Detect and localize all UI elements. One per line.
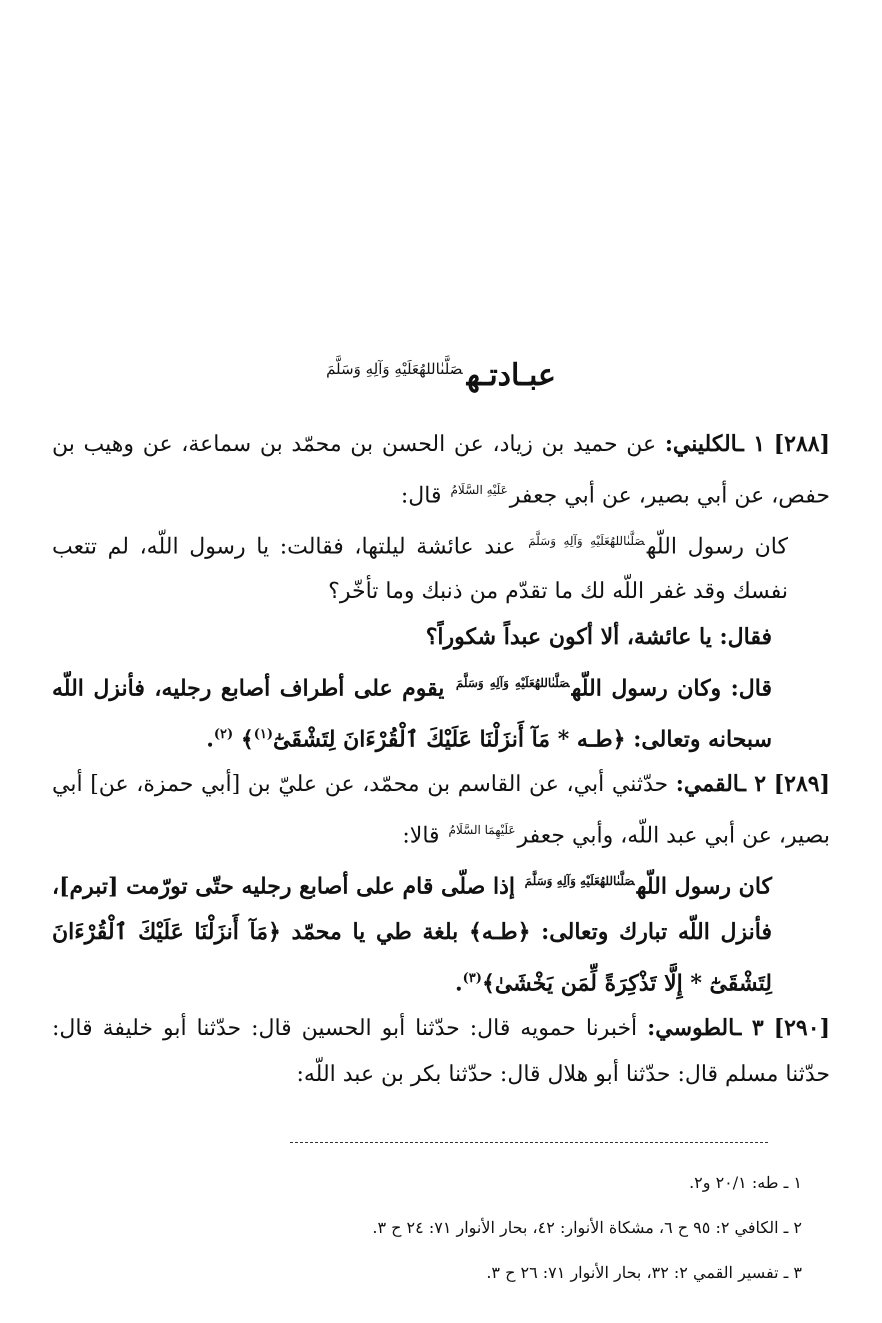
narration-text: كان رسول اللّه [646,533,788,559]
footnote-ref: (١) [253,726,274,742]
entry-chain: حدّثني أبي، عن القاسم بن محمّد، عن عليّ بن [أبي حمزة، عن] أبي بصير، عن أبي عبد اللّه، وأبي جعفر [52,772,830,849]
footnote-item: ١ ـ طه: ٢٠/١ و٢. [689,1173,802,1192]
entry-source: الطوسي: [647,1015,735,1042]
entry-source: القمي: [675,771,740,798]
entry-288-chain [52,422,830,519]
heading-honorific: صَلَّىٰاللهُعَلَيْهِ وَآلِهِ وَسَلَّمَ [326,360,463,378]
quran-bracket: ﴾ [240,725,254,752]
narration-text: إذا صلّى قام على أصابع رجليه حتّى تورّمت [تبرم]، فأنزل اللّه تبارك وتعالى: ﴿طـه﴾ بلغة طي يا محمّد ﴿مَآ أَنزَلْنَا عَلَيْكَ ٱلْقُرْءَانَ لِتَشْقَىٰٓ * إِلَّا تَذْكِرَةً لِّمَن يَخْشَىٰ﴾ [52,873,772,996]
entry-290-chain [52,1006,830,1097]
narration-text: كان رسول اللّه [636,873,773,900]
section-heading [0,358,882,393]
punctuation: . [206,725,214,752]
footnote-item: ٢ ـ الكافي ٢: ٩٥ ح ٦، مشكاة الأنوار: ٤٢، بحار الأنوار ٧١: ٢٤ ح ٣. [372,1218,802,1237]
entry-number: [٢٨٩] [773,771,830,798]
entry-number: [٢٩٠] [773,1015,830,1042]
entry-index: ٢ ـ [739,771,767,798]
footnotes [102,1170,802,1305]
narration-text: يقوم على أطراف أصابع رجليه، فأنزل اللّه سبحانه وتعالى: [52,674,772,752]
entry-index: ٣ ـ [734,1015,764,1042]
footnote-ref: (٣) [462,970,482,986]
heading-title: عبـادتـه [466,358,556,393]
entry-chain-end: قالا: [402,823,440,849]
quran-verse: ﴿طـه * مَآ أَنزَلْنَا عَلَيْكَ ٱلْقُرْءَانَ لِتَشْقَىٰٓ [273,725,626,752]
entry-288-reply [52,615,830,661]
main-text [52,422,830,1098]
punctuation: . [454,969,463,996]
footnote-divider [290,1142,768,1143]
footnote-item: ٣ ـ تفسير القمي ٢: ٣٢، بحار الأنوار ٧١: ٢٦ ح ٣. [486,1263,802,1282]
entry-chain: عن حميد بن زياد، عن الحسن بن محمّد بن سماعة، عن وهيب بن حفص، عن أبي بصير، عن أبي جعفر [52,432,830,508]
entry-289-chain [52,762,830,859]
entry-289-narration [52,859,830,1006]
entry-index: ١ ـ [737,431,766,457]
entry-288-narration [52,519,830,616]
footnote-ref: (٢) [213,726,234,742]
narration-text: فقال: يا عائشة، ألا أكون عبداً شكوراً؟ [425,624,772,651]
honorific-mark: صَلَّىٰاللهُعَلَيْهِ وَآلِهِ وَسَلَّمَ [455,675,570,690]
entry-chain-end: قال: [400,482,442,508]
entry-number: [٢٨٨] [773,431,830,457]
honorific-mark: صَلَّىٰاللهُعَلَيْهِ وَآلِهِ وَسَلَّمَ [524,873,635,888]
honorific-mark: عَلَيْهِ السَّلَامُ [450,482,508,497]
honorific-mark: عَلَيْهِمَا السَّلَامُ [448,823,516,838]
narration-text: قال: وكان رسول اللّه [571,674,772,701]
honorific-mark: صَلَّىٰاللهُعَلَيْهِ وَآلِهِ وَسَلَّمَ [528,533,645,548]
narration-text: عند عائشة ليلتها، فقالت: يا رسول اللّه، لم تتعب نفسك وقد غفر اللّه لك ما تقدّم من ذنبك وما تأخّر؟ [52,533,788,605]
entry-source: الكليني: [664,431,738,457]
entry-288-revelation [52,661,830,763]
entry-chain: أخبرنا حمويه قال: حدّثنا أبو الحسين قال: حدّثنا أبو خليفة قال: حدّثنا مسلم قال: حدّثنا أبو هلال قال: حدّثنا بكر بن عبد اللّه: [52,1016,830,1088]
